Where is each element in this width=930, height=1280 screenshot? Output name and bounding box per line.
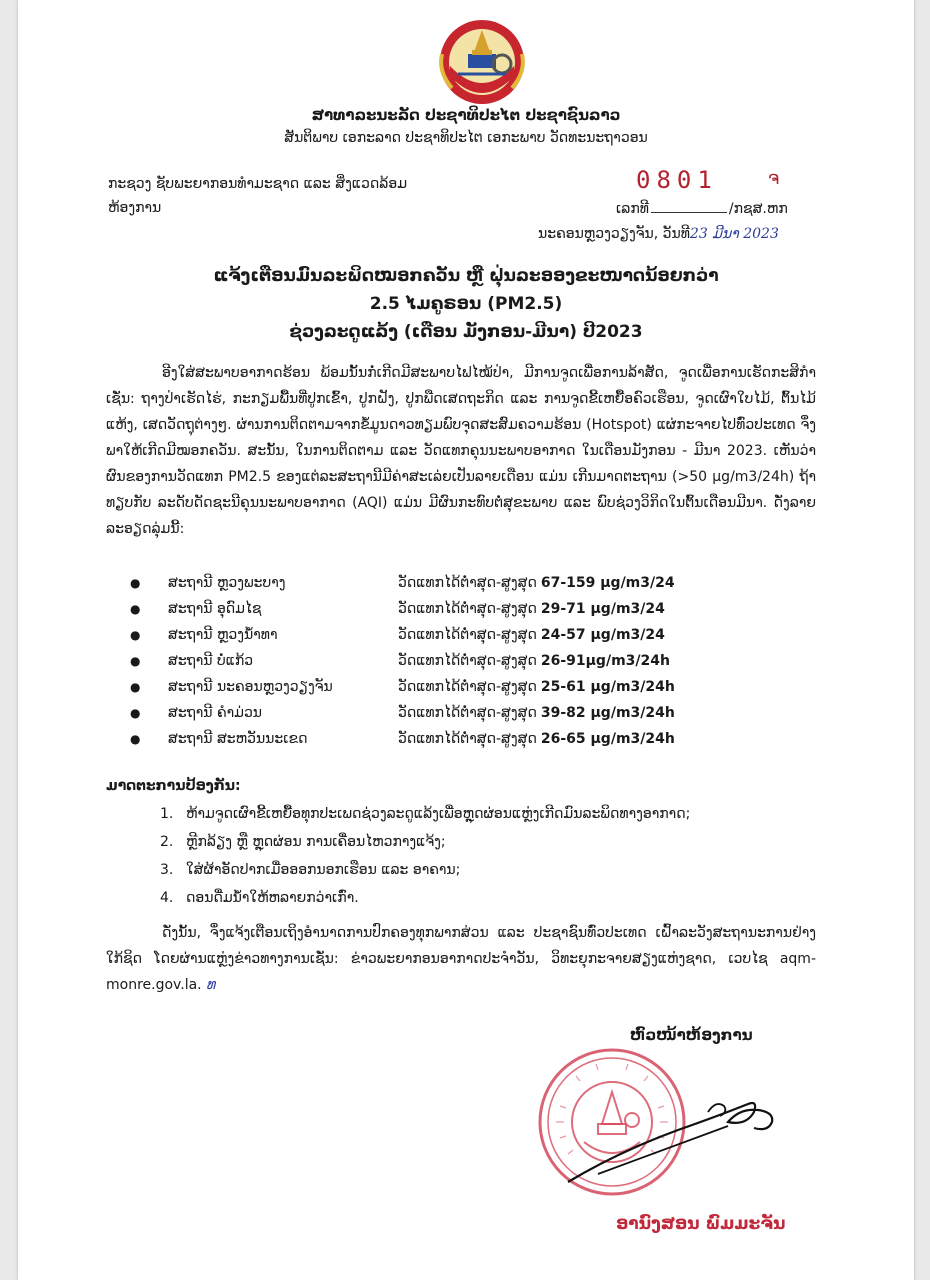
reference-blank-line <box>651 200 727 213</box>
station-row <box>130 726 770 752</box>
measure-number: 4. <box>160 890 174 906</box>
office-name: ຫ້ອງການ <box>108 200 162 216</box>
measure-item <box>160 884 840 912</box>
measures-heading: ມາດຕະການປ້ອງກັນ: <box>106 778 241 794</box>
document-number-stamp: 0801 <box>636 166 718 194</box>
measure-item <box>160 828 840 856</box>
station-range: 26-91µg/m3/24h <box>540 653 670 669</box>
station-name: ສະຖານີ ອຸດົມໄຊ <box>168 601 262 617</box>
bullet-icon: ● <box>130 680 141 694</box>
station-name: ສະຖານີ ຄຳມ່ວນ <box>168 705 263 721</box>
station-name: ສະຖານີ ບໍ່ແກ້ວ <box>168 653 254 669</box>
station-range: 39-82 µg/m3/24h <box>540 705 675 721</box>
station-row <box>130 700 770 726</box>
reference-number-suffix: /ກຊສ.ຫກ <box>728 201 788 217</box>
station-measure-label: ວັດແທກໄດ້ຕໍ່າສຸດ-ສູງສຸດ <box>398 627 537 643</box>
station-measure-label: ວັດແທກໄດ້ຕໍ່າສຸດ-ສູງສຸດ <box>398 653 537 669</box>
title-line-2: 2.5 ໄມຄູຣອນ (PM2.5) <box>369 294 563 314</box>
station-range: 29-71 µg/m3/24 <box>540 601 665 617</box>
station-row <box>130 596 770 622</box>
station-range: 24-57 µg/m3/24 <box>540 627 665 643</box>
reference-number-label: ເລກທີ <box>616 201 649 217</box>
document-page <box>18 0 914 1280</box>
title-line-3: ຊ່ວງລະດູແລ້ງ (ເດືອນ ມັງກອນ-ມີນາ) ປີ2023 <box>289 322 643 342</box>
reference-number-line <box>616 200 788 217</box>
station-list <box>130 570 770 752</box>
bullet-icon: ● <box>130 576 141 590</box>
national-motto: ສັນຕິພາບ ເອກະລາດ ປະຊາທິປະໄຕ ເອກະພາບ ວັດທະນະຖາວອນ <box>284 130 648 146</box>
station-row <box>130 648 770 674</box>
measure-item <box>160 800 840 828</box>
station-name: ສະຖານີ ນະຄອນຫຼວງວຽງຈັນ <box>168 679 333 695</box>
station-name: ສະຖານີ ຫຼວງນ້ຳທາ <box>168 627 278 643</box>
station-measure-label: ວັດແທກໄດ້ຕໍ່າສຸດ-ສູງສຸດ <box>398 679 537 695</box>
national-emblem-icon <box>428 14 536 106</box>
title-line-1: ແຈ້ງເຕືອນມົນລະພິດໝອກຄວັນ ຫຼື ຝຸ່ນລະອອງຂະໜາດນ້ອຍກວ່າ <box>213 266 719 286</box>
bullet-icon: ● <box>130 628 141 642</box>
bullet-icon: ● <box>130 732 141 746</box>
measures-list <box>160 800 840 912</box>
handwritten-signature-icon <box>558 1082 798 1192</box>
closing-paragraph <box>106 920 816 998</box>
measure-number: 3. <box>160 862 174 878</box>
bullet-icon: ● <box>130 654 141 668</box>
measure-number: 1. <box>160 806 174 822</box>
ministry-name: ກະຊວງ ຊັບພະຍາກອນທຳມະຊາດ ແລະ ສິ່ງແວດລ້ອມ <box>108 176 408 192</box>
document-stamp-mark: ຈ <box>768 168 780 189</box>
country-name: ສາທາລະນະລັດ ປະຊາທິປະໄຕ ປະຊາຊົນລາວ <box>311 106 621 124</box>
closing-handwritten-mark: ທ <box>206 977 216 993</box>
intro-paragraph: ອີງໃສ່ສະພາບອາກາດຮ້ອນ ພ້ອມນັ້ນກໍ່ເກີດມີສະພາບໄຟໄໝ້ປ່າ, ມີການຈູດເພື່ອການລ້າສັດ, ຈູດເພື່ອການເຮັດກະສິກຳເຊັ່ນ: ຖາງປ່າເຮັດໄຮ່, ກະກຽມພື້ນທີ່ປູກເຂົ້າ, ປູກຝັງ, ປູກພືດເສດຖະກິດ ແລະ ການຈູດຂີ້ເຫຍື້ອຄົວເຮືອນ, ຈູດເຜົາໃບໄມ້, ຕົ້ນໄມ້ແຫ້ງ, ເສດວັດຖຸຕ່າງໆ. ຜ່ານການຕິດຕາມຈາກຂໍ້ມູນດາວທຽມພົບຈຸດສະສົມຄວາມຮ້ອນ (Hotspot) ແຜ່ກະຈາຍໄປທົ່ວປະເທດ ຈຶ່ງພາໃຫ້ເກີດມີໝອກຄວັນ. ສະນັ້ນ, ໃນການຕິດຕາມ ແລະ ວັດແທກຄຸນນະພາບອາກາດ ໃນເດືອນມັງກອນ - ມີນາ 2023. ເຫັນວ່າຜົນຂອງການວັດແທກ PM2.5 ຂອງແຕ່ລະສະຖານີມີຄ່າສະເລ່ຍເປັນລາຍເດືອນ ແມ່ນ ເກີນມາດຕະຖານ (>50 µg/m3/24h) ຖ້າທຽບກັບ ລະດັບດັດຊະນີຄຸນນະພາບອາກາດ (AQI) ແມ່ນ ມີຜົນກະທົບຕໍ່ສຸຂະພາບ ແລະ ພົບຊ່ວງວິກິດໃນຕົ້ນເດືອນມີນາ. ດັ່ງລາຍລະອຽດລຸ່ມນີ້: <box>106 365 816 537</box>
date-handwritten: 23 ມີນາ 2023 <box>689 226 779 242</box>
station-name: ສະຖານີ ສະຫວັນນະເຂດ <box>168 731 308 747</box>
signatory-position: ຫົວໜ້າຫ້ອງການ <box>630 1026 753 1044</box>
measure-text: ໃສ່ຜ້າອັດປາກເມື່ອອອກນອກເຮືອນ ແລະ ອາຄານ; <box>186 862 461 878</box>
station-measure-label: ວັດແທກໄດ້ຕໍ່າສຸດ-ສູງສຸດ <box>398 705 537 721</box>
station-name: ສະຖານີ ຫຼວງພະບາງ <box>168 575 286 591</box>
station-range: 26-65 µg/m3/24h <box>540 731 675 747</box>
station-range: 25-61 µg/m3/24h <box>540 679 675 695</box>
date-label: ນະຄອນຫຼວງວຽງຈັນ, ວັນທີ <box>538 226 690 242</box>
closing-text: ດັ່ງນັ້ນ, ຈຶ່ງແຈ້ງເຕືອນເຖິງອຳນາດການປົກຄອງທຸກພາກສ່ວນ ແລະ ປະຊາຊົນທົ່ວປະເທດ ເຝົ້າລະວັງສະຖານະການຢ່າງໃກ້ຊິດ ໂດຍຜ່ານແຫຼ່ງຂ່າວທາງການເຊັ່ນ: ຂ່າວພະຍາກອນອາກາດປະຈຳວັນ, ວິທະຍຸກະຈາຍສຽງແຫ່ງຊາດ, ເວບໄຊ aqm-monre.gov.la. <box>106 925 816 993</box>
station-range: 67-159 µg/m3/24 <box>540 575 675 591</box>
measure-text: ຫ້າມຈູດເຜົາຂີ້ເຫຍື້ອທຸກປະເພດຊ່ວງລະດູແລ້ງເພື່ອຫຼຸດຜ່ອນແຫຼ່ງເກີດມົນລະພິດທາງອາກາດ; <box>186 806 691 822</box>
signatory-name: ອານົງສອນ ພົມມະຈັນ <box>616 1214 786 1234</box>
station-row <box>130 622 770 648</box>
station-row <box>130 570 770 596</box>
measure-number: 2. <box>160 834 174 850</box>
measure-text: ຫຼີກລ້ຽງ ຫຼື ຫຼຸດຜ່ອນ ການເຄື່ອນໄຫວກາງແຈ້ງ; <box>186 834 446 850</box>
measure-item <box>160 856 840 884</box>
station-row <box>130 674 770 700</box>
station-measure-label: ວັດແທກໄດ້ຕໍ່າສຸດ-ສູງສຸດ <box>398 601 537 617</box>
measure-text: ດອນດື່ມນ້ຳໃຫ້ຫລາຍກວ່າເກົ່າ. <box>186 890 359 906</box>
date-line <box>538 226 779 242</box>
station-measure-label: ວັດແທກໄດ້ຕໍ່າສຸດ-ສູງສຸດ <box>398 575 537 591</box>
station-measure-label: ວັດແທກໄດ້ຕໍ່າສຸດ-ສູງສຸດ <box>398 731 537 747</box>
bullet-icon: ● <box>130 602 141 616</box>
bullet-icon: ● <box>130 706 141 720</box>
